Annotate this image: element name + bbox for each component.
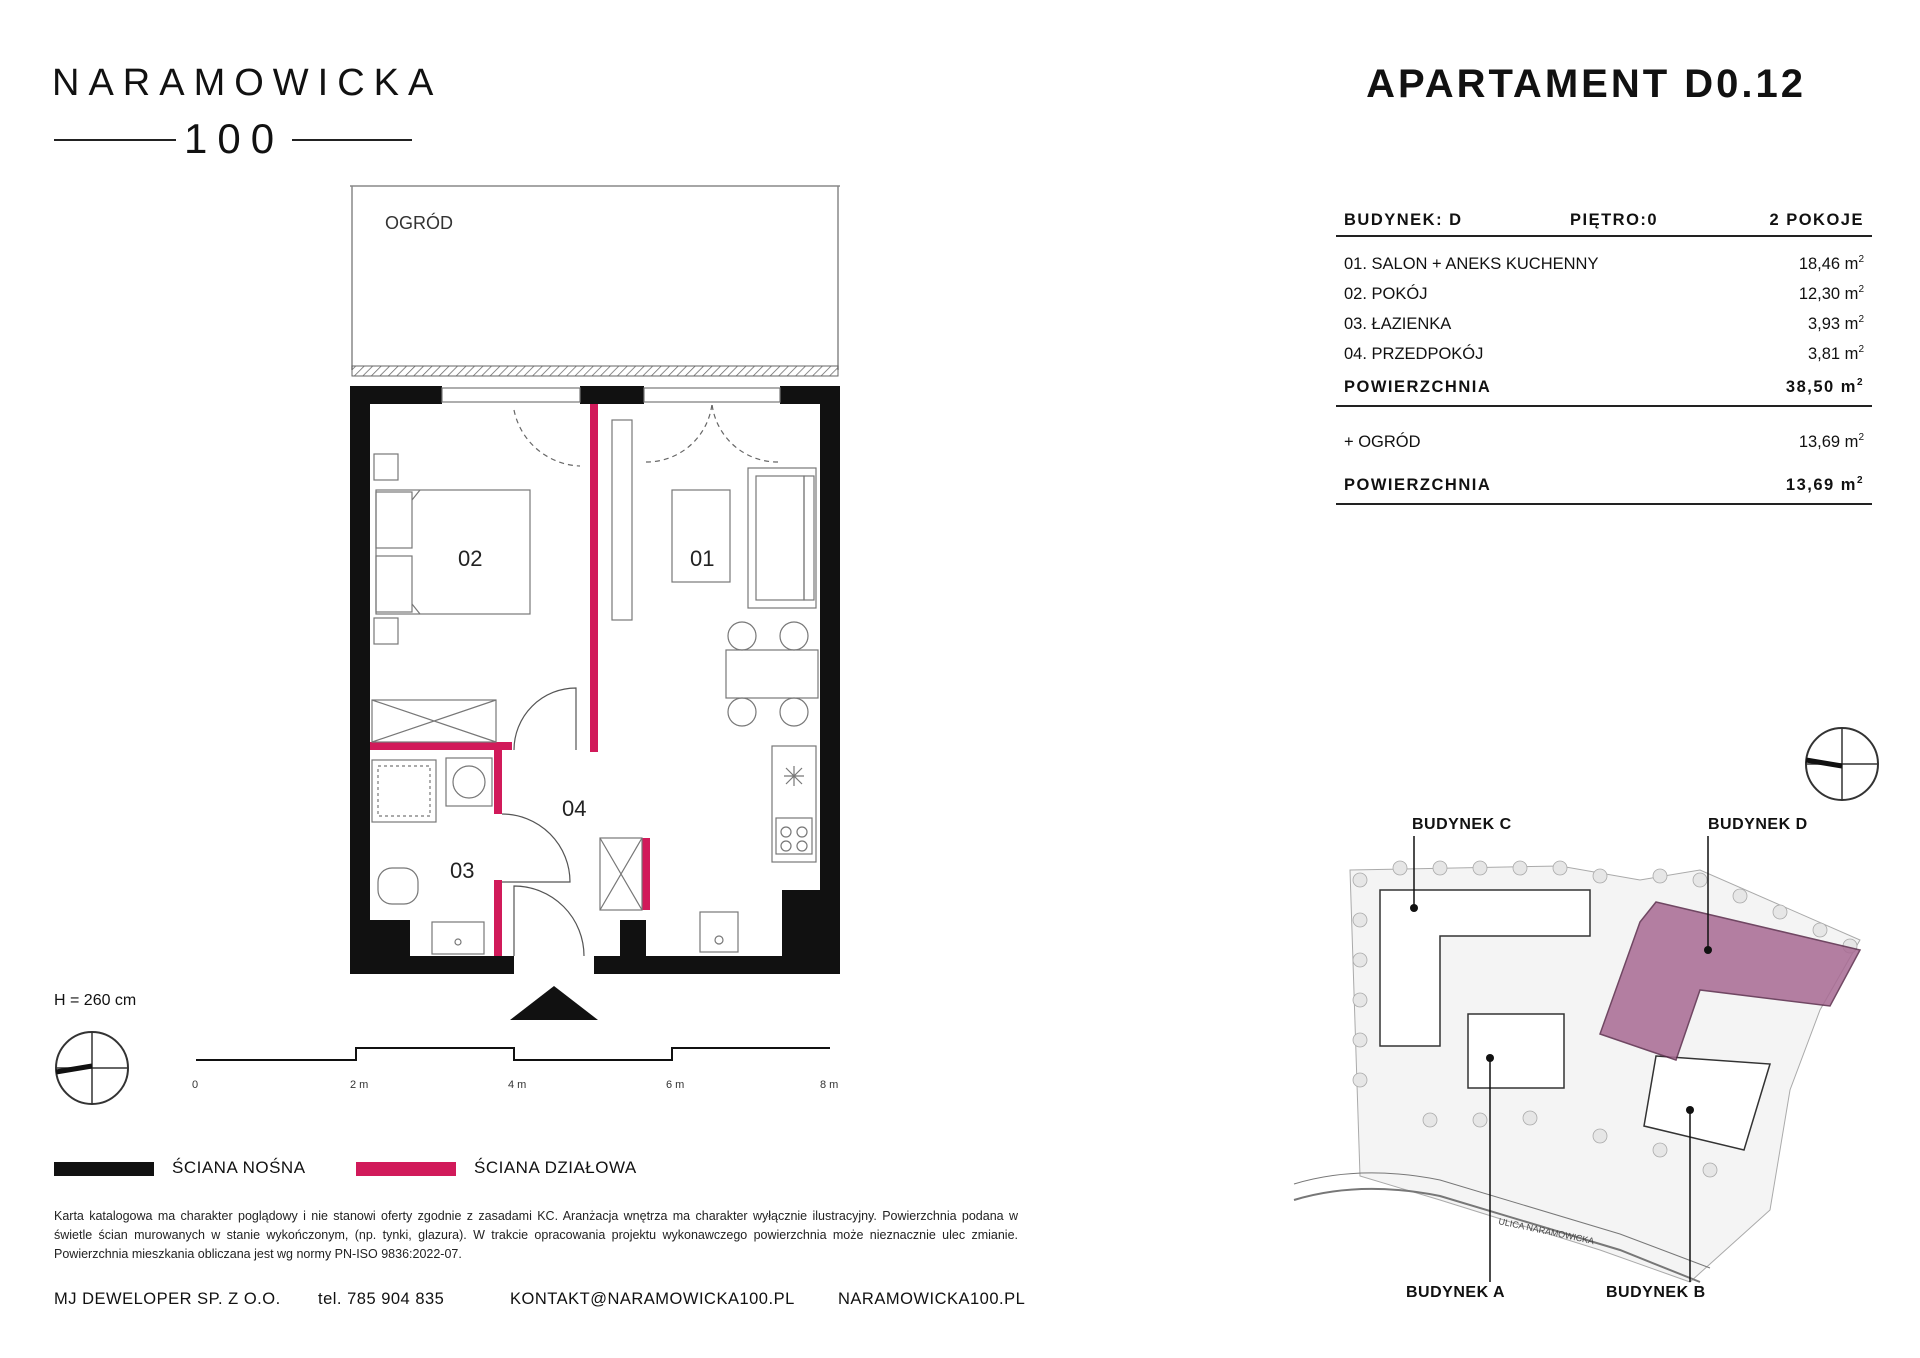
brand-name: NARAMOWICKA	[52, 62, 443, 104]
scale-tick: 8 m	[820, 1079, 839, 1091]
room-area: 18,46 $m^2$	[1798, 253, 1864, 273]
garden-value: 13,69 $m^2$	[1798, 431, 1864, 451]
room-label-03: 03	[450, 858, 475, 883]
legend-swatch-partition	[356, 1162, 456, 1176]
garden-total-value: 13,69 $m^2$	[1785, 474, 1864, 494]
entrance-arrow	[510, 986, 598, 1020]
room-label-01: 01	[690, 546, 715, 571]
street-label: ULICA NARAMOWICKA	[1497, 1216, 1596, 1247]
legend-label-load-bearing: ŚCIANA NOŚNA	[172, 1158, 306, 1177]
building-c-label: BUDYNEK C	[1412, 816, 1512, 833]
total-value: 38,50 $m^2$	[1785, 376, 1864, 396]
room-label: 02. POKÓJ	[1344, 284, 1428, 303]
doors-solid	[502, 688, 587, 956]
room-area: 3,93 $m^2$	[1807, 313, 1864, 333]
site-map	[1294, 728, 1878, 1282]
brand-number: 100	[184, 115, 285, 162]
garden-label: + OGRÓD	[1344, 432, 1421, 451]
rooms-count: 2 POKOJE	[1769, 210, 1864, 229]
scale-tick: 0	[192, 1079, 199, 1091]
total-label: POWIERZCHNIA	[1344, 377, 1492, 396]
scale-labels	[192, 1079, 838, 1091]
compass-icon	[56, 1032, 128, 1104]
building-label: BUDYNEK: D	[1344, 210, 1463, 229]
room-label: 01. SALON + ANEKS KUCHENNY	[1344, 254, 1599, 273]
building-a-label: BUDYNEK A	[1406, 1284, 1506, 1301]
living-furniture	[600, 468, 818, 952]
site-compass-icon	[1806, 728, 1878, 800]
garden-total-label: POWIERZCHNIA	[1344, 475, 1492, 494]
legend-swatch-load-bearing	[54, 1162, 154, 1176]
scale-tick: 2 m	[350, 1079, 369, 1091]
room-label: 03. ŁAZIENKA	[1344, 314, 1452, 333]
ceiling-height: H = 260 cm	[54, 992, 137, 1009]
floor-label: PIĘTRO:0	[1570, 210, 1659, 229]
room-label: 04. PRZEDPOKÓJ	[1344, 344, 1484, 363]
disclaimer-text: Karta katalogowa ma charakter poglądowy i nie stanowi oferty zgodnie z zasadami KC. Aranżacja wnętrza ma charakter wyłącznie ilustracyjny. Powierzchnia podana w świetle ścian murowanych w stanie wykończonym, (np. tynki, glazura). W trakcie opracowania projektu wykonawczego powierzchnia może nieznacznie ulec zmianie. Powierzchnia mieszkania obliczana jest wg normy PN-ISO 9836:2022-07.	[54, 1209, 1018, 1261]
footer-company: MJ DEWELOPER SP. Z O.O.	[54, 1290, 281, 1308]
building-b-label: BUDYNEK B	[1606, 1284, 1706, 1301]
room-area: 3,81 $m^2$	[1807, 343, 1864, 363]
doors	[514, 404, 778, 466]
room-label-02: 02	[458, 546, 483, 571]
room-area: 12,30 $m^2$	[1798, 283, 1864, 303]
building-d-label: BUDYNEK D	[1708, 816, 1808, 833]
scale-bar	[196, 1048, 830, 1060]
scale-tick: 4 m	[508, 1079, 527, 1091]
footer-website[interactable]: NARAMOWICKA100.PL	[838, 1290, 1026, 1308]
footer-email[interactable]: KONTAKT@NARAMOWICKA100.PL	[510, 1290, 795, 1308]
page-title: APARTAMENT D0.12	[1366, 62, 1806, 106]
partition-walls	[370, 404, 650, 956]
legend-label-partition: ŚCIANA DZIAŁOWA	[474, 1158, 637, 1177]
room-label-04: 04	[562, 796, 587, 821]
garden-label: OGRÓD	[385, 213, 454, 233]
footer-phone[interactable]: tel. 785 904 835	[318, 1290, 445, 1308]
scale-tick: 6 m	[666, 1079, 685, 1091]
